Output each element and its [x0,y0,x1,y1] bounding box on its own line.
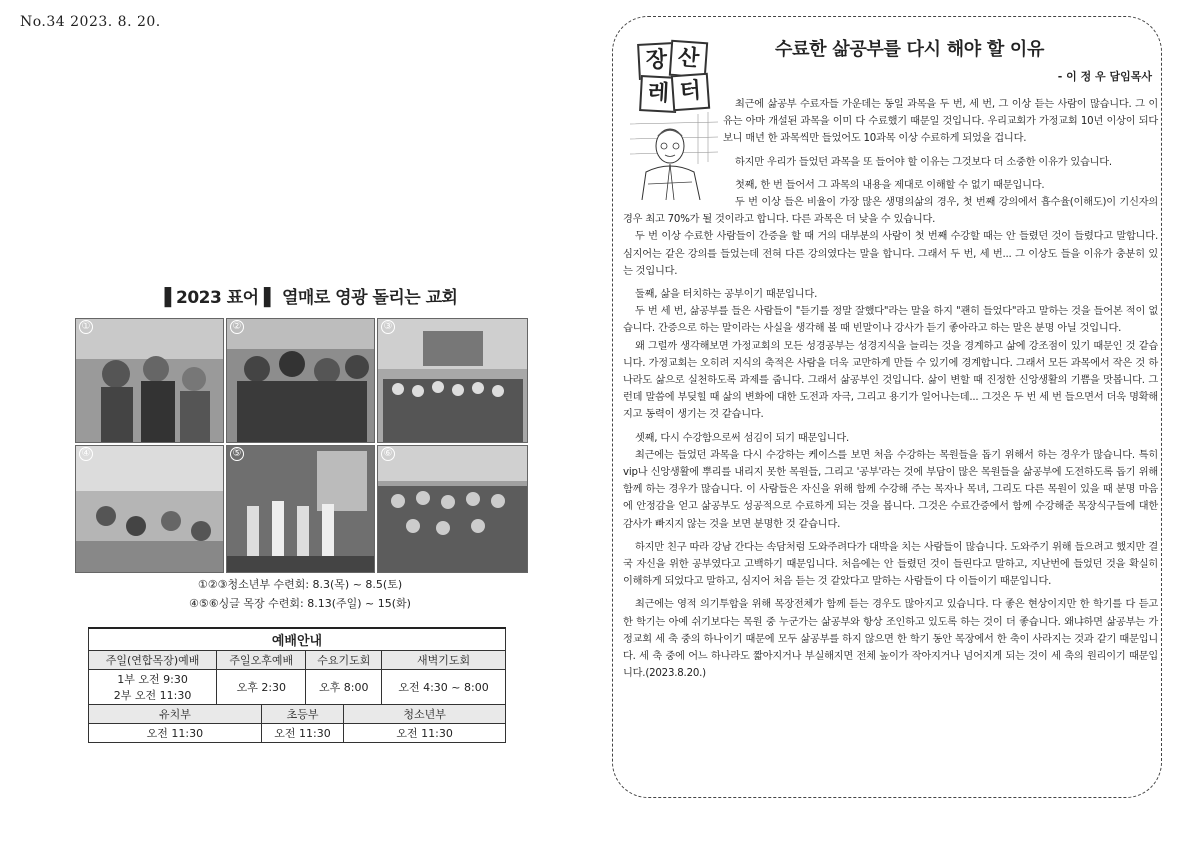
stamp-char: 레 [639,75,678,113]
dept-time: 오전 11:30 [261,724,343,743]
paragraph: 최근에는 영적 의기투합을 위해 목장전체가 함께 듣는 경우도 많아지고 있습니다. 다 좋은 현상이지만 한 학기를 다 듣고 한 학기는 아예 쉬기보다는 목원 중 누군가는 삶공부와 항상 조인하고 있도록 하는 것이 더 좋습니다. 왜냐하면 삶공부는 가정교회 세 축 중의 하나이기 때문에 모두 삶공부를 하지 않으면 한 학기 동안 목장에서 한 축이 사라지는 것과 같기 때문입니다. 세 축 중에 어느 하나라도 짧아지거나 부실해지면 전체 높이가 작아지거나 넘어지게 되는 것이 세 축의 원리이기 때문입니다.(2023.8.20.) [623,599,1158,680]
dept-header: 유치부 [89,705,262,724]
worship-title: 예배안내 [89,628,506,651]
photo-number: ⑤ [230,447,244,461]
issue-line: No.34 2023. 8. 20. [20,14,161,30]
stamp-char: 산 [669,40,708,78]
caption-single-retreat: ④⑤⑥싱글 목장 수련회: 8.13(주일) ~ 15(화) [189,597,411,610]
paragraph: 셋째, 다시 수강함으로써 섬김이 되기 때문입니다. [635,432,850,444]
worship-header: 새벽기도회 [382,651,506,670]
photo-4 [75,445,224,573]
photo-3 [377,318,528,443]
photo-number: ③ [381,320,395,334]
photo-number: ② [230,320,244,334]
photo-number: ④ [79,447,93,461]
article-body [623,96,1158,689]
worship-header: 주일(연합목장)예배 [89,651,217,670]
stamp-char: 장 [637,42,676,80]
article-title: 수료한 삶공부를 다시 해야 할 이유 [775,39,1045,60]
paragraph: 하지만 우리가 들었던 과목을 또 들어야 할 이유는 그것보다 더 소중한 이유가 있습니다. [735,156,1112,168]
paragraph: 첫째, 한 번 들어서 그 과목의 내용을 제대로 이해할 수 없기 때문입니다. [735,179,1045,191]
paragraph: 왜 그럴까 생각해보면 가정교회의 모든 성경공부는 성경지식을 늘리는 것을 경계하고 삶에 강조점이 있기 때문인 것 같습니다. 가정교회는 오히려 지식의 축적은 사람을 더욱 교만하게 만들 수 있기에 경계합니다. 그래서 모든 과목에서 작은 것 하나라도 삶으로 실천하도록 과제를 줍니다. 그래서 삶공부인 것입니다. 삶이 변할 때 진정한 신앙생활의 기쁨을 맛봅니다. 그런데 말씀에 부딪힐 때 삶의 변화에 대한 도전과 자극, 그리고 용기가 일어나는데... 그것은 두 번 세 번 들으면서 더욱 명확해지고 동력이 생기는 것 같습니다. [623,340,1158,421]
sunday-service-1: 1부 오전 9:30 [117,673,188,686]
photo-grid [75,318,526,571]
dept-header: 청소년부 [344,705,506,724]
dept-time: 오전 11:30 [89,724,262,743]
worship-time: 오후 2:30 [217,670,306,705]
photo-6 [377,445,528,573]
article-author: - 이 정 우 담임목사 [1057,70,1152,83]
stamp-char: 터 [671,73,710,111]
worship-time: 오후 8:00 [306,670,382,705]
photo-2 [226,318,375,443]
photo-number: ① [79,320,93,334]
photo-number: ⑥ [381,447,395,461]
sunday-service-2: 2부 오전 11:30 [113,689,192,702]
paragraph: 최근에 삶공부 수료자들 가운데는 동일 과목을 두 번, 세 번, 그 이상 듣는 사람이 많습니다. 그 이유는 아마 개설된 과목을 이미 다 수료했기 때문일 것입니다. 우리교회가 가정교회 10년 이상이 되다 보니 매년 한 과목씩만 들었어도 10과목 이상 수료하게 되었을 겁니다. [723,99,1158,145]
dept-header: 초등부 [261,705,343,724]
sunday-service-times [89,670,217,705]
paragraph: 두 번 이상 들은 비율이 가장 많은 생명의삶의 경우, 첫 번째 강의에서 흡수율(이해도)이 기신자의 경우 최고 70%가 될 것이라고 합니다. 다른 과목은 더 낮을 수 있습니다. [623,197,1158,226]
photo-5 [226,445,375,573]
paragraph: 최근에는 들었던 과목을 다시 수강하는 케이스를 보면 처음 수강하는 목원들을 돕기 위해서 하는 경우가 많습니다. 특히 vip나 신앙생활에 뿌리를 내리지 못한 목원들, 그리고 '공부'라는 것에 부담이 많은 목원들을 삶공부에 도전하도록 돕기 위해 함께 하는 경우가 많습니다. 이 사람들은 자신을 위해 함께 수강해 주는 목자나 목녀, 그리도 다른 목원이 있을 때 분명 마음에 안정감을 얻고 삶공부도 성공적으로 수료하게 되는 것을 봅니다. 그것은 수료간증에서 함께 수강해준 목장식구들에 대한 감사가 빠지지 않는 것을 보면 분명한 것 같습니다. [623,449,1158,530]
worship-schedule-table [88,627,506,743]
motto-title: ▐ 2023 표어 ▌ 열매로 영광 돌리는 교회 [158,288,458,308]
photo-1 [75,318,224,443]
paragraph: 둘째, 삶을 터치하는 공부이기 때문입니다. [635,289,818,301]
paragraph: 두 번 세 번, 삶공부를 들은 사람들이 "듣기를 정말 잘했다"라는 말을 하지 "괜히 들었다"라고 말하는 것을 들어본 적이 없습니다. 간증으로 하는 말이라는 사실을 생각해 볼 때 빈말이나 강사가 듣기 좋아라고 하는 말은 분명 아닐 것입니다. [623,306,1158,335]
paragraph: 두 번 이상 수료한 사람들이 간증을 할 때 거의 대부분의 사람이 첫 번째 수강할 때는 안 들렸던 것이 들렸다고 말합니다. 심지어는 같은 강의를 들었는데 전혀 다른 강의였다는 말을 합니다. 그래서 두 번, 세 번... 그 이상도 들을 이유가 충분히 있는 것입니다. [623,231,1158,277]
paragraph: 하지만 친구 따라 강남 간다는 속담처럼 도와주려다가 대박을 치는 사람들이 많습니다. 도와주기 위해 들으려고 했지만 결국 자신을 위한 공부였다고 고백하기 때문입니다. 처음에는 안 들렸던 것이 들린다고 말하고, 지난번에 들었던 것을 확실히 이해하게 되었다고 말하고, 심지어 처음 듣는 것 같았다고 말하는 사람들이 다 이들이기 때문입니다. [623,541,1158,588]
worship-header: 주일오후예배 [217,651,306,670]
dept-time: 오전 11:30 [344,724,506,743]
caption-youth-retreat: ①②③청소년부 수련회: 8.3(목) ~ 8.5(토) [197,578,403,591]
worship-time: 오전 4:30 ~ 8:00 [382,670,506,705]
worship-header: 수요기도회 [306,651,382,670]
